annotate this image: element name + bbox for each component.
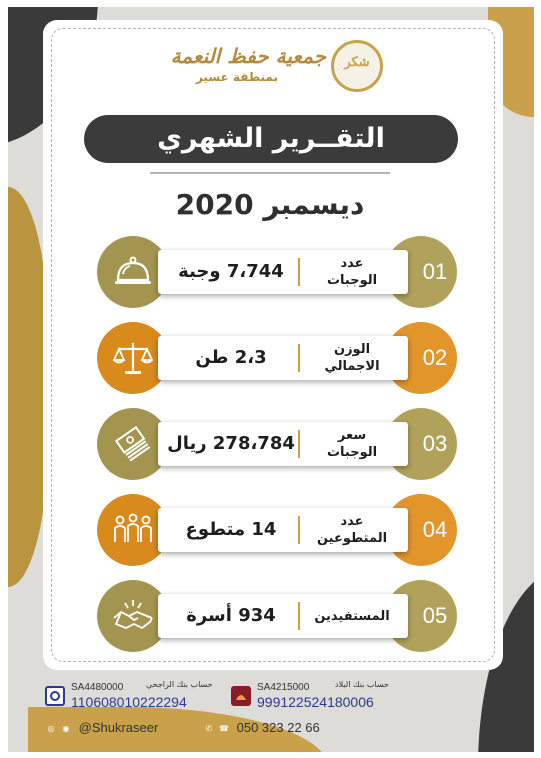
stat-separator xyxy=(298,516,300,544)
rajhi-bank-caption: حساب بنك الراجحي xyxy=(146,680,213,689)
stat-value: 7،744 وجبة xyxy=(178,261,284,282)
org-logo-seal xyxy=(331,40,383,92)
logo-seal-text: شكر xyxy=(344,55,370,70)
instagram-icon: ◎ xyxy=(45,723,57,735)
phone-number: 050 323 22 66 xyxy=(236,720,320,735)
stat-bar xyxy=(158,336,408,380)
stat-number: 05 xyxy=(422,603,448,628)
stat-label-line2: الاجمالي xyxy=(324,359,380,374)
stat-label xyxy=(304,424,400,464)
stat-separator xyxy=(298,430,300,458)
stat-row-cost xyxy=(0,408,541,480)
org-region: بمنطقة عسير xyxy=(195,70,278,84)
rajhi-bank-logo-icon xyxy=(45,686,65,706)
org-logo-text xyxy=(148,44,326,84)
stat-row-volunteers xyxy=(0,494,541,566)
org-name: جمعية حفظ النعمة xyxy=(170,44,326,68)
albilad-iban-prefix: SA4215000 xyxy=(257,682,310,693)
stat-number: 03 xyxy=(422,431,448,456)
footer xyxy=(43,680,503,742)
report-title: التقــرير الشهري xyxy=(157,123,385,154)
title-divider xyxy=(150,172,390,174)
stat-number: 01 xyxy=(422,259,448,284)
stat-separator xyxy=(298,602,300,630)
snapchat-icon: ◉ xyxy=(60,723,72,735)
phone-icon: ☎ xyxy=(219,723,229,733)
stat-separator xyxy=(298,344,300,372)
albilad-bank-logo-icon xyxy=(231,686,251,706)
stat-bar xyxy=(158,250,408,294)
stat-label-line2: الوجبات xyxy=(326,273,378,288)
stat-label-line2: الوجبات xyxy=(326,445,378,460)
stat-label-line1: سعر xyxy=(337,428,367,443)
stat-value: 934 أسرة xyxy=(186,605,276,626)
stat-bar xyxy=(158,422,408,466)
stat-row-beneficiaries xyxy=(0,580,541,652)
stat-bar xyxy=(158,508,408,552)
stat-value: 278،784 ريال xyxy=(167,433,295,454)
report-title-banner xyxy=(84,115,458,163)
stat-bar xyxy=(158,594,408,638)
rajhi-iban-prefix: SA4480000 xyxy=(71,682,124,693)
phone-contact xyxy=(203,720,320,738)
stat-row-weight xyxy=(0,322,541,394)
whatsapp-icon: ✆ xyxy=(203,723,215,735)
social-handle: @Shukraseer xyxy=(78,720,159,735)
stat-label xyxy=(304,596,400,636)
social-contact xyxy=(45,720,158,738)
stat-label-line1: المستفيدين xyxy=(314,608,390,624)
stat-value: 2،3 طن xyxy=(195,347,267,368)
albilad-account-number: 999122524180006 xyxy=(257,694,374,710)
stat-number: 02 xyxy=(422,345,448,370)
stat-separator xyxy=(298,258,300,286)
stat-number: 04 xyxy=(422,517,448,542)
stat-label xyxy=(304,252,400,292)
stat-label-line1: عدد xyxy=(340,256,364,271)
stat-label xyxy=(304,510,400,550)
stat-label-line1: عدد xyxy=(340,514,364,529)
report-month: ديسمبر 2020 xyxy=(175,188,365,221)
stat-label-line2: المتطوعين xyxy=(316,531,388,546)
stat-value: 14 متطوع xyxy=(185,519,277,540)
albilad-bank-caption: حساب بنك البلاد xyxy=(335,680,389,689)
stat-label xyxy=(304,338,400,378)
stat-row-meals xyxy=(0,236,541,308)
rajhi-account-number: 110608010222294 xyxy=(71,694,187,710)
stat-label-line1: الوزن xyxy=(333,342,371,357)
